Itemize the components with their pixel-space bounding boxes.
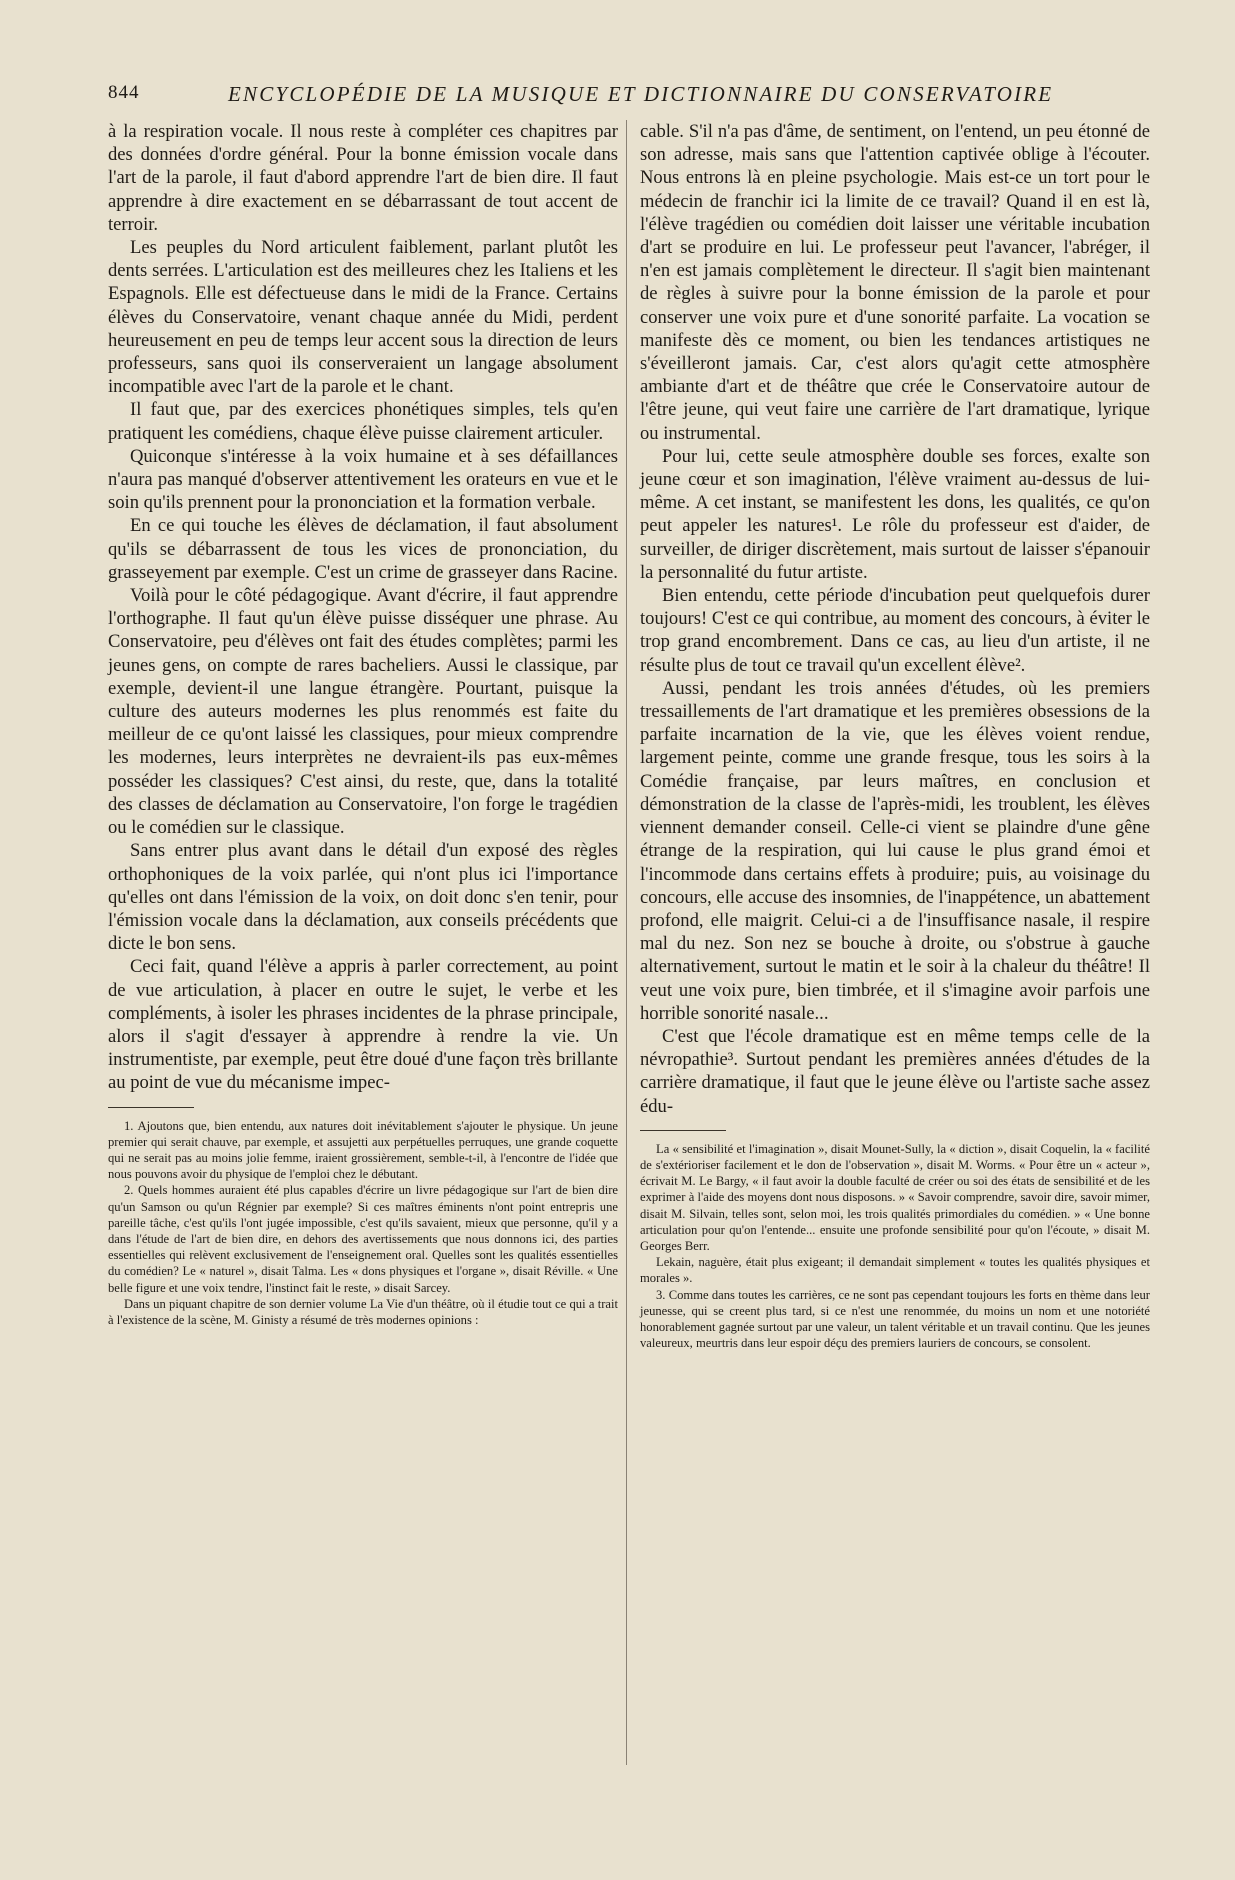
paragraph: Pour lui, cette seule atmosphère double ses forces, exalte son jeune cœur et son imagination, l'élève vraiment au-dessus de lui-même. A cet instant, se manifestent les dons, les qualités, ce qu'on peut appeler les natures¹. Le rôle du professeur est d'aider, de surveiller, de diriger discrètement, mais surtout de laisser s'épanouir la personnalité du futur artiste. bbox=[640, 445, 1150, 583]
footnote: 3. Comme dans toutes les carrières, ce ne sont pas cependant toujours les forts en thème dans leur jeunesse, qui se creent plus tard, si ce n'est une renommée, du moins un nom et une notoriété honorablement gagnée surtout par une valeur, un talent véritable et un travail continu. Que les jeunes valeureux, meurtris dans leur espoir déçu des premiers lauriers de concours, se consolent. bbox=[640, 1287, 1150, 1351]
footnote-rule bbox=[108, 1107, 194, 1108]
page-header bbox=[108, 82, 1218, 108]
right-column bbox=[640, 120, 1150, 1351]
left-footnotes bbox=[108, 1118, 618, 1329]
paragraph: Il faut que, par des exercices phonétiques simples, tels qu'en pratiquent les comédiens, chaque élève puisse clairement articuler. bbox=[108, 399, 618, 444]
footnote: Dans un piquant chapitre de son dernier volume La Vie d'un théâtre, où il étudie tout ce qui a trait à l'existence de la scène, M. Ginisty a résumé de très modernes opinions : bbox=[108, 1296, 618, 1327]
right-column-body bbox=[640, 120, 1150, 1118]
paragraph: Aussi, pendant les trois années d'études, où les premiers tressaillements de l'art dramatique et les premières obsessions de la parfaite incarnation de la vie, que les élèves voient rendue, largement peinte, comme une grande fresque, tous les soirs à la Comédie française, par leurs maîtres, en conclusion et démonstration de la classe de l'après-midi, les troublent, les élèves viennent demander conseil. Celle-ci vient se plaindre d'une gêne étrange de la respiration, qui lui cause le plus grand émoi et l'incommode dans certains effets à produire; puis, au voisinage du concours, elle accuse des insomnies, de l'inappétence, un abattement profond, elle maigrit. Celui-ci a de l'insuffisance nasale, il respire mal du nez. Son nez se bouche à droite, ou s'obstrue à gauche alternativement, surtout le matin et le soir à la chaleur du théâtre! Il veut une voix pure, bien timbrée, et il s'imagine avoir parfois une horrible sonorité nasale... bbox=[640, 677, 1150, 1024]
paragraph: Quiconque s'intéresse à la voix humaine et à ses défaillances n'aura pas manqué d'observer attentivement les orateurs en vue et le soin qu'ils prennent pour la prononciation et la formation verbale. bbox=[108, 445, 618, 514]
column-divider bbox=[626, 120, 627, 1765]
footnote: La « sensibilité et l'imagination », disait Mounet-Sully, la « diction », disait Coquelin, la « facilité de s'extérioriser facilement et le don de l'observation », disait M. Worms. « Pour être un « acteur », écrivait M. Le Bargy, « il faut avoir la double faculté de créer ou soi des états de sensibilité et de les exprimer à l'aide des moyens dont nous disposons. » « Savoir comprendre, savoir dire, savoir mimer, disait M. Silvain, telles sont, selon moi, les trois qualités primordiales du comédien. » « Une bonne articulation pour qu'on l'entende... ensuite une profonde sensibilité pour qu'on l'écoute, » disait M. Georges Berr. bbox=[640, 1141, 1150, 1253]
running-title: ENCYCLOPÉDIE DE LA MUSIQUE ET DICTIONNAIRE DU CONSERVATOIRE bbox=[228, 82, 1054, 106]
footnote: Lekain, naguère, était plus exigeant; il demandait simplement « toutes les qualités physiques et morales ». bbox=[640, 1255, 1150, 1286]
paragraph: C'est que l'école dramatique est en même temps celle de la névropathie³. Surtout pendant les premières années d'études de la carrière dramatique, il faut que le jeune élève ou l'artiste sache assez édu- bbox=[640, 1025, 1150, 1117]
left-column-body bbox=[108, 120, 618, 1095]
footnote-rule bbox=[640, 1130, 726, 1131]
paragraph: Sans entrer plus avant dans le détail d'un exposé des règles orthophoniques de la voix parlée, qui n'ont plus ici l'importance qu'elles ont dans l'émission de la voix, on doit donc s'en tenir, pour l'émission vocale dans la déclamation, aux conseils précédents que dicte le bon sens. bbox=[108, 840, 618, 955]
paragraph: Bien entendu, cette période d'incubation peut quelquefois durer toujours! C'est ce qui contribue, au moment des concours, à éviter le trop grand encombrement. Dans ce cas, au lieu d'un artiste, il ne résulte plus de tout ce travail qu'un excellent élève². bbox=[640, 585, 1150, 676]
footnote: 2. Quels hommes auraient été plus capables d'écrire un livre pédagogique sur l'art de bien dire qu'un Samson ou qu'un Régnier par exemple? Si ces maîtres éminents n'ont point entrepris une pareille tâche, c'est qu'ils l'ont jugée impossible, c'est qu'ils savaient, mieux que personne, qu'il y a dans l'étude de l'art de bien dire, en dehors des avertissements que nous donnons ici, des parties essentielles qui relèvent exclusivement de l'enseignement oral. Quelles sont les qualités essentielles du comédien? Le « naturel », disait Talma. Les « dons physiques et l'organe », disait Réville. « Une belle figure et une voix tendre, l'instinct fait le reste, » disait Sarcey. bbox=[108, 1183, 618, 1295]
page-number: 844 bbox=[108, 82, 140, 103]
left-column bbox=[108, 120, 618, 1328]
paragraph: En ce qui touche les élèves de déclamation, il faut absolument qu'ils se débarrassent de tous les vices de prononciation, du grasseyement par exemple. C'est un crime de grasseyer dans Racine. bbox=[108, 515, 618, 583]
right-footnotes bbox=[640, 1141, 1150, 1352]
paragraph: cable. S'il n'a pas d'âme, de sentiment, on l'entend, un peu étonné de son adresse, mais sans que l'attention captivée oblige à l'écouter. Nous entrons là en pleine psychologie. Mais est-ce un tort pour le médecin de franchir ici la limite de ce travail? Quand il en est là, l'élève tragédien ou comédien doit laisser une véritable incubation d'art se produire en lui. Le professeur peut l'avancer, l'abréger, il n'en est jamais complètement le directeur. Il s'agit bien maintenant de règles à suivre pour la bonne émission de la parole et pour conserver une voix pure et d'une sonorité parfaite. La vocation se manifeste dès ce moment, ou bien les tendances artistiques ne s'éveilleront jamais. Car, c'est alors qu'agit cette atmosphère ambiante d'art et de théâtre que crée le Conservatoire autour de l'être jeune, qui veut faire une carrière de l'art dramatique, lyrique ou instrumental. bbox=[640, 121, 1150, 444]
footnote: 1. Ajoutons que, bien entendu, aux natures doit inévitablement s'ajouter le physique. Un jeune premier qui serait chauve, par exemple, et assujetti aux perpétuelles perruques, une grande coquette qui ne serait pas au moins jolie femme, iraient grossièrement, semble-t-il, à l'encontre de l'idée que nous pouvons avoir du physique de l'emploi chez le débutant. bbox=[108, 1118, 618, 1182]
paragraph: à la respiration vocale. Il nous reste à compléter ces chapitres par des données d'ordre général. Pour la bonne émission vocale dans l'art de la parole, il faut d'abord apprendre l'art de bien dire. Il faut apprendre à dire exactement en se débarrassant de tout accent de terroir. bbox=[108, 121, 618, 235]
paragraph: Ceci fait, quand l'élève a appris à parler correctement, au point de vue articulation, à placer en outre le sujet, le verbe et les compléments, à isoler les phrases incidentes de la phrase principale, alors il s'agit d'essayer à apprendre à rendre la vie. Un instrumentiste, par exemple, peut être doué d'une façon très brillante au point de vue du mécanisme impec- bbox=[108, 956, 618, 1094]
paragraph: Voilà pour le côté pédagogique. Avant d'écrire, il faut apprendre l'orthographe. Il faut qu'un élève puisse disséquer une phrase. Au Conservatoire, peu d'élèves ont fait des études complètes; parmi les jeunes gens, on compte de rares bacheliers. Aussi le classique, par exemple, devient-il une langue étrangère. Pourtant, puisque la culture des auteurs modernes les plus renommés est faite du meilleur de ce qu'ont laissé les classiques, pour mieux comprendre les modernes, leurs interprètes ne devraient-ils pas eux-mêmes posséder les classiques? C'est ainsi, du reste, que, dans la totalité des classes de déclamation au Conservatoire, l'on forge le tragédien ou le comédien sur le classique. bbox=[108, 585, 618, 839]
paragraph: Les peuples du Nord articulent faiblement, parlant plutôt les dents serrées. L'articulation est des meilleures chez les Italiens et les Espagnols. Elle est défectueuse dans le midi de la France. Certains élèves du Conservatoire, venant chaque année du Midi, perdent heureusement en peu de temps leur accent sous la direction de leurs professeurs, sans quoi ils conserveraient un langage absolument incompatible avec l'art de la parole et le chant. bbox=[108, 237, 618, 398]
